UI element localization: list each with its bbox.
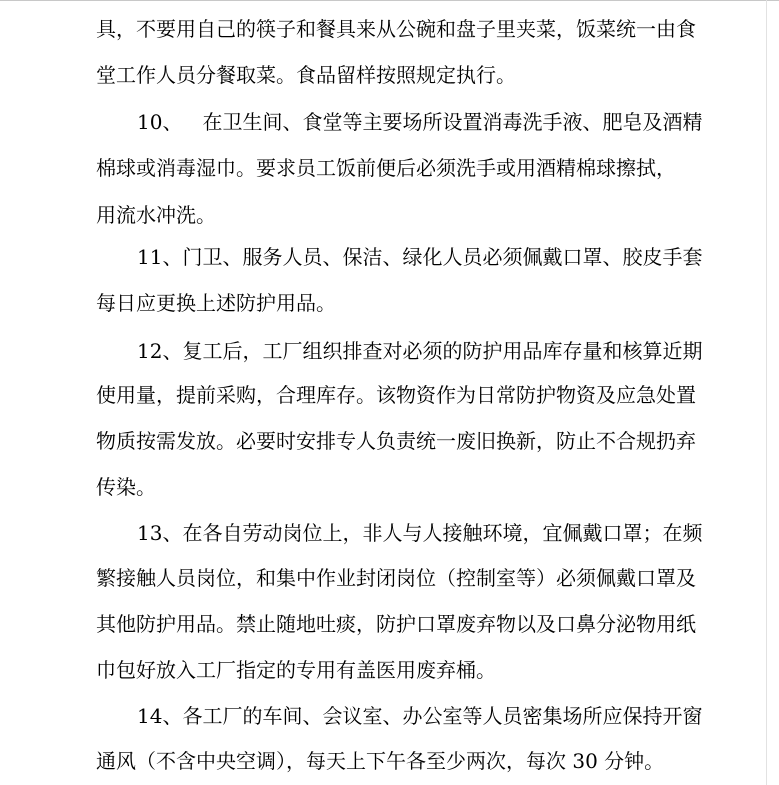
text-line: 物质按需发放。必要时安排专人负责统一废旧换新，防止不合规扔弃 — [96, 429, 696, 453]
text-line: 12、复工后，工厂组织排查对必须的防护用品库存量和核算近期 — [137, 339, 703, 363]
text-line: 堂工作人员分餐取菜。食品留样按照规定执行。 — [96, 63, 516, 87]
page-top-border — [0, 0, 779, 1]
text-line: 11、门卫、服务人员、保洁、绿化人员必须佩戴口罩、胶皮手套 — [137, 245, 703, 269]
text-line — [137, 107, 702, 137]
text-line: 每日应更换上述防护用品。 — [96, 291, 336, 315]
text-line: 13、在各自劳动岗位上，非人与人接触环境，宜佩戴口罩；在频 — [137, 521, 703, 545]
text-line: 其他防护用品。禁止随地吐痰，防护口罩废弃物以及口鼻分泌物用纸 — [96, 612, 696, 636]
text-line: 传染。 — [96, 475, 156, 499]
text-line: 具，不要用自己的筷子和餐具来从公碗和盘子里夹菜，饭菜统一由食 — [96, 17, 696, 41]
text-line: 棉球或消毒湿巾。要求员工饭前便后必须洗手或用酒精棉球擦拭， — [96, 156, 676, 180]
text-line-body: 在卫生间、食堂等主要场所设置消毒洗手液、肥皂及酒精 — [202, 110, 703, 134]
text-line: 巾包好放入工厂指定的专用有盖医用废弃桶。 — [96, 658, 496, 682]
text-line: 通风（不含中央空调），每天上下午各至少两次，每次 30 分钟。 — [96, 749, 665, 773]
text-line: 繁接触人员岗位，和集中作业封闭岗位（控制室等）必须佩戴口罩及 — [96, 566, 696, 590]
item-number: 10、 — [137, 110, 183, 134]
text-line: 使用量，提前采购，合理库存。该物资作为日常防护物资及应急处置 — [96, 383, 696, 407]
page-right-border — [766, 0, 767, 785]
text-line: 14、各工厂的车间、会议室、办公室等人员密集场所应保持开窗 — [137, 704, 703, 728]
text-line: 用流水冲洗。 — [96, 203, 216, 227]
